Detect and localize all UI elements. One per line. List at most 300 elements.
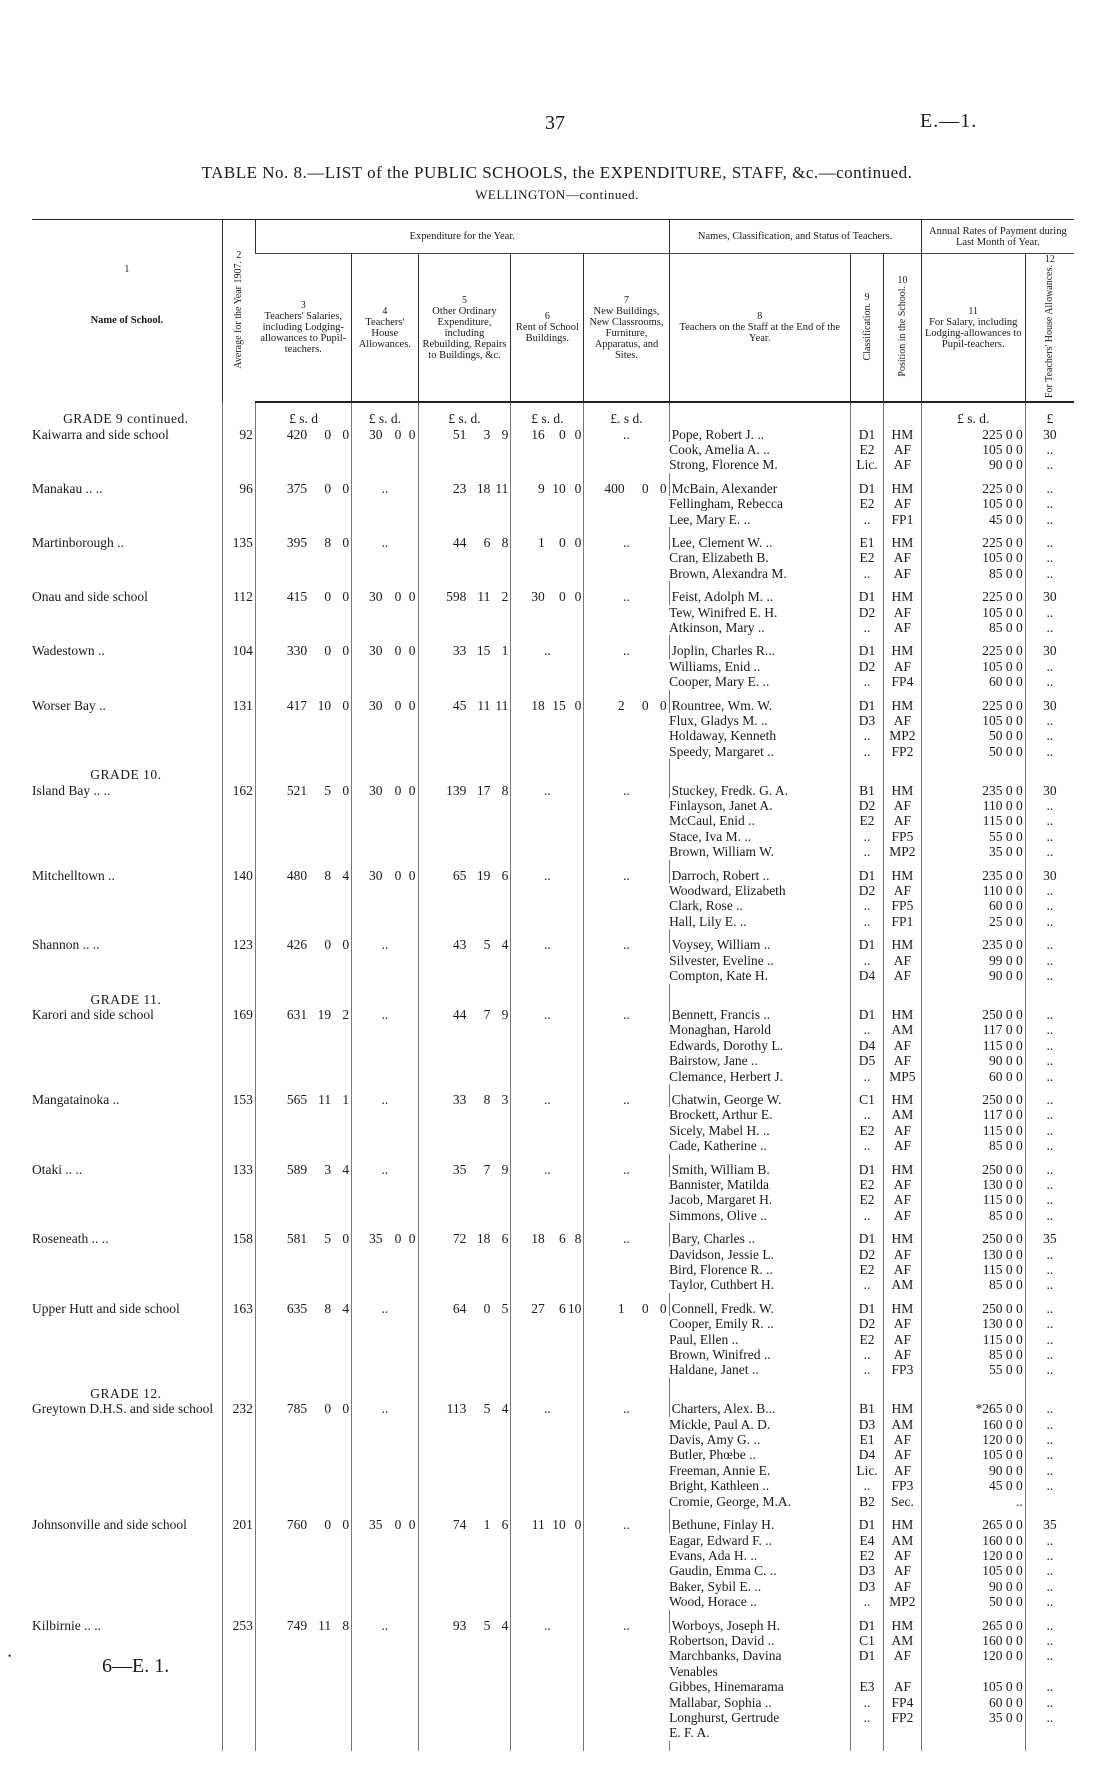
- rent-cell: ..: [511, 937, 584, 983]
- teacher-name: Venables: [669, 1663, 718, 1679]
- salary-rate: 115 0 0: [921, 813, 1025, 828]
- salary-rate: 120 0 0: [921, 1648, 1025, 1663]
- teacher-position: AF: [884, 1192, 922, 1207]
- salary-rate: 250 0 0: [921, 1301, 1025, 1316]
- teacher-classification: D2: [850, 605, 883, 620]
- teacher-classification: E2: [850, 1123, 883, 1138]
- teacher-position: HM: [884, 427, 922, 442]
- house-allowance-cell: ..: [352, 1007, 418, 1084]
- house-allowance-rate: 30: [1025, 868, 1074, 883]
- salary-rate: 160 0 0: [921, 1533, 1025, 1548]
- table-title: TABLE No. 8.—LIST of the PUBLIC SCHOOLS, the EXPENDITURE, STAFF, &c.—continued.: [201, 163, 913, 182]
- house-allowance-rate: ..: [1025, 1710, 1074, 1725]
- house-allowance-rate: ..: [1025, 481, 1074, 496]
- house-allowance-cell: ..: [352, 1618, 418, 1741]
- table-row: [32, 1301, 1074, 1316]
- new-buildings-cell: ..: [584, 937, 669, 983]
- teacher-name: Mallabar, Sophia ..: [669, 1694, 772, 1710]
- teacher-classification: E2: [850, 1332, 883, 1347]
- teacher-position: [884, 1664, 922, 1679]
- house-allowance-rate: ..: [1025, 898, 1074, 913]
- salary-rate: [921, 1725, 1025, 1740]
- teacher-classification: ..: [850, 829, 883, 844]
- teacher-name: Cran, Elizabeth B.: [669, 550, 769, 566]
- salaries-cell: 565 11 1: [255, 1092, 351, 1154]
- teacher-name: Voysey, William ..: [669, 937, 850, 952]
- house-allowance-rate: ..: [1025, 1563, 1074, 1578]
- teacher-name: Speedy, Margaret ..: [669, 743, 775, 759]
- teacher-name: Eagar, Edward F. ..: [669, 1532, 773, 1548]
- teacher-classification: D4: [850, 1447, 883, 1462]
- salary-rate: 250 0 0: [921, 1162, 1025, 1177]
- salary-rate: 90 0 0: [921, 968, 1025, 983]
- house-allowance-rate: ..: [1025, 844, 1074, 859]
- salary-rate: 235 0 0: [921, 868, 1025, 883]
- house-allowance-rate: ..: [1025, 1262, 1074, 1277]
- teacher-classification: E2: [850, 1262, 883, 1277]
- teacher-position: AF: [884, 1053, 922, 1068]
- teacher-name: Cade, Katherine ..: [669, 1138, 767, 1154]
- teacher-classification: E3: [850, 1679, 883, 1694]
- teacher-position: HM: [884, 698, 922, 713]
- teacher-name: Sicely, Mabel H. ..: [669, 1122, 770, 1138]
- teacher-classification: D1: [850, 1007, 883, 1022]
- teacher-name: Fellingham, Rebecca: [669, 496, 784, 512]
- house-allowance-rate: ..: [1025, 496, 1074, 511]
- teacher-position: HM: [884, 589, 922, 604]
- house-allowance-rate: 30: [1025, 589, 1074, 604]
- teacher-position: AF: [884, 1563, 922, 1578]
- teacher-position: AF: [884, 968, 922, 983]
- table-row: [32, 698, 1074, 713]
- salaries-cell: 395 8 0: [255, 535, 351, 581]
- teacher-name: Brockett, Arthur E.: [669, 1107, 773, 1123]
- house-allowance-rate: ..: [1025, 1022, 1074, 1037]
- salary-rate: 85 0 0: [921, 566, 1025, 581]
- teacher-position: FP3: [884, 1362, 922, 1377]
- teacher-name: Darroch, Robert ..: [669, 868, 850, 883]
- teacher-position: AF: [884, 883, 922, 898]
- teacher-position: HM: [884, 1401, 922, 1416]
- teacher-name: Stace, Iva M. ..: [669, 828, 752, 844]
- table-row: [32, 481, 1074, 496]
- salary-rate: 90 0 0: [921, 1579, 1025, 1594]
- teacher-classification: D1: [850, 643, 883, 658]
- teacher-classification: B2: [850, 1494, 883, 1509]
- house-allowance-cell: ..: [352, 1162, 418, 1224]
- salaries-cell: 631 19 2: [255, 1007, 351, 1084]
- new-buildings-cell: ..: [584, 868, 669, 930]
- header-classification: 9 Classification.: [850, 254, 883, 403]
- salary-rate: 120 0 0: [921, 1432, 1025, 1447]
- school-name: Karori and side school: [32, 1006, 154, 1022]
- salary-rate: 60 0 0: [921, 1695, 1025, 1710]
- new-buildings-cell: ..: [584, 1162, 669, 1224]
- teacher-name: Flux, Gladys M. ..: [669, 713, 768, 729]
- teacher-classification: ..: [850, 844, 883, 859]
- teacher-position: HM: [884, 868, 922, 883]
- teacher-position: AF: [884, 1679, 922, 1694]
- salary-rate: 265 0 0: [921, 1618, 1025, 1633]
- salary-rate: 225 0 0: [921, 535, 1025, 550]
- house-allowance-rate: ..: [1025, 968, 1074, 983]
- salary-rate: 60 0 0: [921, 898, 1025, 913]
- salary-rate: 105 0 0: [921, 713, 1025, 728]
- teacher-name: Finlayson, Janet A.: [669, 798, 773, 814]
- salaries-cell: 760 0 0: [255, 1517, 351, 1609]
- house-allowance-cell: ..: [352, 481, 418, 527]
- teacher-classification: ..: [850, 1069, 883, 1084]
- salary-rate: 55 0 0: [921, 1362, 1025, 1377]
- teacher-name: Lee, Mary E. ..: [669, 511, 751, 527]
- house-allowance-rate: ..: [1025, 659, 1074, 674]
- salary-rate: 250 0 0: [921, 1092, 1025, 1107]
- teacher-position: AF: [884, 1347, 922, 1362]
- teacher-position: AF: [884, 1332, 922, 1347]
- teacher-name: Holdaway, Kenneth: [669, 728, 777, 744]
- salary-rate: 110 0 0: [921, 798, 1025, 813]
- rent-cell: 30 0 0: [511, 589, 584, 635]
- teacher-position: HM: [884, 1092, 922, 1107]
- header-new-buildings: 7 New Buildings, New Classrooms, Furniture, Apparatus, and Sites.: [584, 254, 669, 403]
- teacher-name: Cromie, George, M.A.: [669, 1493, 792, 1509]
- teacher-name: Robertson, David ..: [669, 1632, 775, 1648]
- document-reference: E.—1.: [920, 110, 978, 132]
- average-attendance: 96: [222, 481, 255, 527]
- salaries-cell: 426 0 0: [255, 937, 351, 983]
- teacher-name: Atkinson, Mary ..: [669, 619, 765, 635]
- teacher-classification: D1: [850, 868, 883, 883]
- teacher-classification: ..: [850, 1347, 883, 1362]
- teacher-position: AF: [884, 1579, 922, 1594]
- average-attendance: 253: [222, 1618, 255, 1741]
- teacher-position: AF: [884, 442, 922, 457]
- house-allowance-rate: 35: [1025, 1517, 1074, 1532]
- table-subtitle: WELLINGTON—continued.: [475, 187, 639, 202]
- teacher-position: AF: [884, 659, 922, 674]
- teacher-name: Freeman, Annie E.: [669, 1462, 771, 1478]
- other-expenditure-cell: 598 11 2: [418, 589, 511, 635]
- salary-rate: 85 0 0: [921, 1277, 1025, 1292]
- teacher-classification: ..: [850, 1208, 883, 1223]
- teacher-classification: E1: [850, 535, 883, 550]
- salary-rate: 117 0 0: [921, 1107, 1025, 1122]
- teacher-classification: ..: [850, 1022, 883, 1037]
- rent-cell: 18 6 8: [511, 1231, 584, 1293]
- teacher-classification: E2: [850, 496, 883, 511]
- teacher-position: AF: [884, 1648, 922, 1663]
- average-attendance: 162: [222, 783, 255, 860]
- teacher-position: FP4: [884, 1695, 922, 1710]
- teacher-classification: ..: [850, 566, 883, 581]
- table-row: [32, 1231, 1074, 1246]
- rent-cell: 9 10 0: [511, 481, 584, 527]
- teacher-name: Hall, Lily E. ..: [669, 913, 747, 929]
- teacher-position: FP4: [884, 674, 922, 689]
- salary-rate: 50 0 0: [921, 728, 1025, 743]
- house-allowance-rate: ..: [1025, 937, 1074, 952]
- salary-rate: 160 0 0: [921, 1633, 1025, 1648]
- salary-rate: 85 0 0: [921, 1208, 1025, 1223]
- teacher-position: AF: [884, 457, 922, 472]
- teacher-name: E. F. A.: [669, 1725, 710, 1741]
- house-allowance-rate: ..: [1025, 1208, 1074, 1223]
- house-allowance-rate: ..: [1025, 1533, 1074, 1548]
- school-name: Worser Bay ..: [32, 697, 106, 713]
- rent-cell: ..: [511, 1401, 584, 1509]
- teacher-position: AF: [884, 496, 922, 511]
- school-name: Shannon .. ..: [32, 937, 100, 953]
- house-allowance-rate: ..: [1025, 1432, 1074, 1447]
- teacher-position: [884, 1725, 922, 1740]
- header-expenditure: Expenditure for the Year.: [255, 220, 669, 254]
- school-name: Kaiwarra and side school: [32, 426, 169, 442]
- teacher-classification: D2: [850, 798, 883, 813]
- rent-cell: 27 6 10: [511, 1301, 584, 1378]
- teacher-classification: ..: [850, 512, 883, 527]
- house-allowance-rate: ..: [1025, 1463, 1074, 1478]
- teacher-name: Haldane, Janet ..: [669, 1362, 759, 1378]
- average-attendance: 140: [222, 868, 255, 930]
- teacher-position: MP2: [884, 844, 922, 859]
- salary-rate: 120 0 0: [921, 1548, 1025, 1563]
- school-name: Roseneath .. ..: [32, 1231, 109, 1247]
- other-expenditure-cell: 44 6 8: [418, 535, 511, 581]
- salaries-cell: 749 11 8: [255, 1618, 351, 1741]
- new-buildings-cell: ..: [584, 1007, 669, 1084]
- teacher-classification: D1: [850, 481, 883, 496]
- teacher-name: Rountree, Wm. W.: [669, 698, 850, 713]
- teacher-position: FP5: [884, 898, 922, 913]
- other-expenditure-cell: 93 5 4: [418, 1618, 511, 1741]
- salary-rate: 35 0 0: [921, 844, 1025, 859]
- teacher-name: Lee, Clement W. ..: [669, 535, 850, 550]
- new-buildings-cell: 400 0 0: [584, 481, 669, 527]
- other-expenditure-cell: 33 8 3: [418, 1092, 511, 1154]
- other-expenditure-cell: 23 18 11: [418, 481, 511, 527]
- house-allowance-rate: ..: [1025, 1695, 1074, 1710]
- salary-rate: *265 0 0: [921, 1401, 1025, 1416]
- new-buildings-cell: ..: [584, 1618, 669, 1741]
- new-buildings-cell: ..: [584, 589, 669, 635]
- table-row: [32, 427, 1074, 442]
- teacher-name: Stuckey, Fredk. G. A.: [669, 783, 850, 798]
- house-allowance-rate: ..: [1025, 1679, 1074, 1694]
- house-allowance-rate: ..: [1025, 1362, 1074, 1377]
- header-rates: Annual Rates of Payment during Last Month of Year.: [921, 220, 1074, 254]
- teacher-name: Chatwin, George W.: [669, 1092, 850, 1107]
- house-allowance-rate: [1025, 1664, 1074, 1679]
- salary-rate: 25 0 0: [921, 914, 1025, 929]
- teacher-position: HM: [884, 1007, 922, 1022]
- table-row: [32, 643, 1074, 658]
- salary-rate: 225 0 0: [921, 589, 1025, 604]
- salary-rate: 45 0 0: [921, 1478, 1025, 1493]
- table-row: [32, 589, 1074, 604]
- teacher-classification: D1: [850, 589, 883, 604]
- salary-rate: 90 0 0: [921, 1053, 1025, 1068]
- teacher-name: Longhurst, Gertrude: [669, 1709, 780, 1725]
- teacher-classification: ..: [850, 1695, 883, 1710]
- average-attendance: 112: [222, 589, 255, 635]
- house-allowance-cell: ..: [352, 1092, 418, 1154]
- teacher-name: Bright, Kathleen ..: [669, 1478, 770, 1494]
- teacher-name: Wood, Horace ..: [669, 1594, 757, 1610]
- salary-rate: 45 0 0: [921, 512, 1025, 527]
- house-allowance-rate: 30: [1025, 783, 1074, 798]
- teacher-position: AF: [884, 1038, 922, 1053]
- teacher-name: Compton, Kate H.: [669, 968, 769, 984]
- teacher-position: AM: [884, 1633, 922, 1648]
- teacher-name: Cook, Amelia A. ..: [669, 441, 770, 457]
- house-allowance-cell: ..: [352, 535, 418, 581]
- teacher-position: AF: [884, 1548, 922, 1563]
- teacher-position: HM: [884, 1618, 922, 1633]
- salary-rate: 105 0 0: [921, 1563, 1025, 1578]
- house-allowance-rate: ..: [1025, 744, 1074, 759]
- salary-rate: 235 0 0: [921, 783, 1025, 798]
- house-allowance-rate: ..: [1025, 1417, 1074, 1432]
- house-allowance-cell: 30 0 0: [352, 868, 418, 930]
- house-allowance-rate: ..: [1025, 535, 1074, 550]
- other-expenditure-cell: 33 15 1: [418, 643, 511, 689]
- teacher-classification: D2: [850, 1316, 883, 1331]
- salary-rate: 105 0 0: [921, 659, 1025, 674]
- teacher-position: MP5: [884, 1069, 922, 1084]
- salary-rate: 115 0 0: [921, 1123, 1025, 1138]
- salary-rate: 85 0 0: [921, 1138, 1025, 1153]
- header-staff: Names, Classification, and Status of Teachers.: [669, 220, 921, 254]
- teacher-position: AF: [884, 1177, 922, 1192]
- teacher-position: AF: [884, 550, 922, 565]
- teacher-classification: ..: [850, 1478, 883, 1493]
- teacher-position: AF: [884, 1432, 922, 1447]
- salary-rate: 90 0 0: [921, 457, 1025, 472]
- average-attendance: 232: [222, 1401, 255, 1509]
- new-buildings-cell: ..: [584, 783, 669, 860]
- salaries-cell: 415 0 0: [255, 589, 351, 635]
- teacher-name: Cooper, Emily R. ..: [669, 1316, 774, 1332]
- other-expenditure-cell: 44 7 9: [418, 1007, 511, 1084]
- teacher-classification: ..: [850, 898, 883, 913]
- teacher-name: Brown, Winifred ..: [669, 1347, 771, 1363]
- rent-cell: ..: [511, 868, 584, 930]
- salary-rate: 115 0 0: [921, 1038, 1025, 1053]
- teacher-position: AF: [884, 1247, 922, 1262]
- house-allowance-cell: 30 0 0: [352, 698, 418, 760]
- teacher-position: AF: [884, 798, 922, 813]
- footer-reference: 6—E. 1.: [102, 1655, 170, 1677]
- teacher-classification: B1: [850, 1401, 883, 1416]
- house-allowance-rate: ..: [1025, 620, 1074, 635]
- house-allowance-rate: ..: [1025, 550, 1074, 565]
- rent-cell: 11 10 0: [511, 1517, 584, 1609]
- salary-rate: [921, 1664, 1025, 1679]
- house-allowance-rate: ..: [1025, 1069, 1074, 1084]
- rent-cell: ..: [511, 643, 584, 689]
- grade-row: [32, 1386, 1074, 1401]
- house-allowance-cell: 30 0 0: [352, 643, 418, 689]
- salary-rate: 160 0 0: [921, 1417, 1025, 1432]
- teacher-position: AF: [884, 953, 922, 968]
- rent-cell: 1 0 0: [511, 535, 584, 581]
- other-expenditure-cell: 72 18 6: [418, 1231, 511, 1293]
- teacher-classification: D1: [850, 1301, 883, 1316]
- salary-rate: 117 0 0: [921, 1022, 1025, 1037]
- teacher-position: AF: [884, 1463, 922, 1478]
- school-name: Upper Hutt and side school: [32, 1300, 180, 1316]
- house-allowance-rate: ..: [1025, 566, 1074, 581]
- salary-rate: 99 0 0: [921, 953, 1025, 968]
- table-row: [32, 783, 1074, 798]
- teacher-name: Brown, William W.: [669, 844, 775, 860]
- teacher-position: AF: [884, 1123, 922, 1138]
- teacher-position: HM: [884, 1517, 922, 1532]
- teacher-classification: D2: [850, 1247, 883, 1262]
- teacher-name: Williams, Enid ..: [669, 658, 761, 674]
- school-name: Wadestown ..: [32, 643, 105, 659]
- house-allowance-rate: ..: [1025, 728, 1074, 743]
- salary-rate: 130 0 0: [921, 1247, 1025, 1262]
- other-expenditure-cell: 35 7 9: [418, 1162, 511, 1224]
- house-allowance-rate: ..: [1025, 1192, 1074, 1207]
- table-row: [32, 535, 1074, 550]
- new-buildings-cell: ..: [584, 1092, 669, 1154]
- teacher-classification: E2: [850, 550, 883, 565]
- teacher-classification: ..: [850, 744, 883, 759]
- teacher-classification: D1: [850, 427, 883, 442]
- teacher-name: Simmons, Olive ..: [669, 1207, 767, 1223]
- teacher-name: Gibbes, Hinemarama: [669, 1679, 784, 1695]
- teacher-classification: D3: [850, 1579, 883, 1594]
- house-allowance-rate: ..: [1025, 457, 1074, 472]
- salary-rate: 85 0 0: [921, 620, 1025, 635]
- salary-rate: 225 0 0: [921, 643, 1025, 658]
- average-attendance: 163: [222, 1301, 255, 1378]
- header-name-of-school: 1 Name of School.: [32, 220, 222, 403]
- teacher-classification: D1: [850, 937, 883, 952]
- teacher-name: Mickle, Paul A. D.: [669, 1416, 771, 1432]
- teacher-position: AF: [884, 1447, 922, 1462]
- salaries-cell: 581 5 0: [255, 1231, 351, 1293]
- teacher-name: Charters, Alex. B...: [669, 1401, 850, 1416]
- teacher-classification: ..: [850, 1107, 883, 1122]
- average-attendance: 92: [222, 427, 255, 473]
- teacher-position: MP2: [884, 728, 922, 743]
- teacher-classification: ..: [850, 1362, 883, 1377]
- header-position: 10 Position in the School.: [884, 254, 922, 403]
- teacher-name: Worboys, Joseph H.: [669, 1618, 850, 1633]
- teacher-position: AF: [884, 566, 922, 581]
- teacher-classification: ..: [850, 620, 883, 635]
- average-attendance: 169: [222, 1007, 255, 1084]
- house-allowance-cell: 30 0 0: [352, 589, 418, 635]
- house-allowance-rate: ..: [1025, 813, 1074, 828]
- teacher-classification: ..: [850, 1594, 883, 1609]
- teacher-classification: ..: [850, 1138, 883, 1153]
- house-allowance-rate: ..: [1025, 1401, 1074, 1416]
- teacher-position: HM: [884, 643, 922, 658]
- rent-cell: ..: [511, 783, 584, 860]
- header-other-expenditure: 5 Other Ordinary Expenditure, including Rebuilding, Repairs to Buildings, &c.: [418, 254, 511, 403]
- house-allowance-rate: 30: [1025, 698, 1074, 713]
- teacher-name: Gaudin, Emma C. ..: [669, 1563, 777, 1579]
- teacher-name: Strong, Florence M.: [669, 457, 778, 473]
- units-row: GRADE 9 continued. £ s. d £ s. d. £ s. d. £ s. d. £. s d. £ s. d. £: [32, 411, 1074, 426]
- page-number: 37: [545, 112, 565, 134]
- school-name: Kilbirnie .. ..: [32, 1617, 101, 1633]
- teacher-name: Edwards, Dorothy L.: [669, 1037, 784, 1053]
